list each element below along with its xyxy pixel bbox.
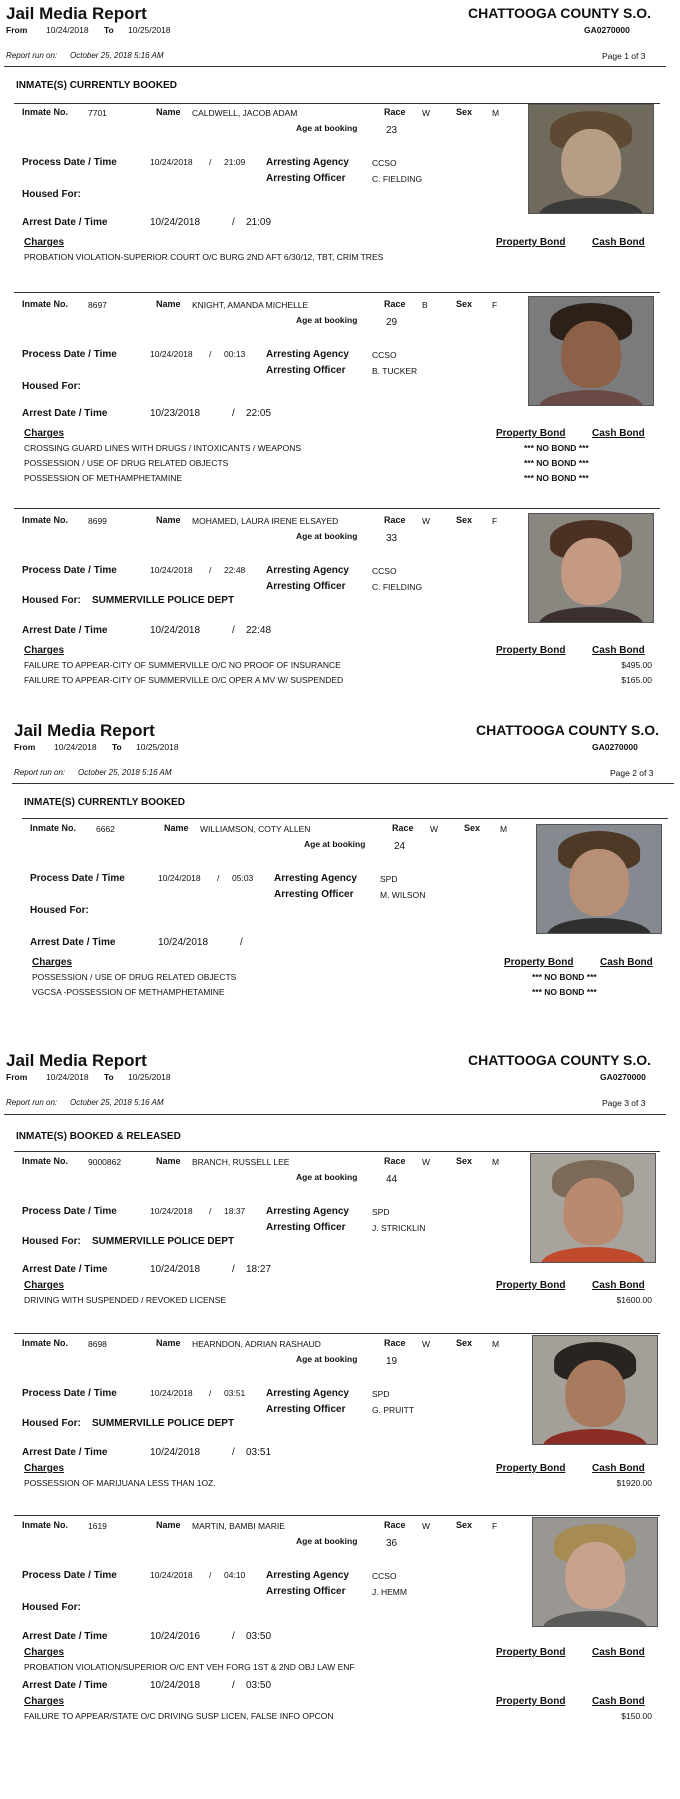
charge-text: PROBATION VIOLATION/SUPERIOR O/C ENT VEH FORG 1ST & 2ND OBJ LAW ENF [24, 1662, 355, 1672]
mugshot-face [561, 321, 621, 388]
race-label: Race [384, 299, 406, 309]
age-value: 33 [386, 533, 398, 544]
race-label: Race [392, 823, 414, 833]
run-date: October 25, 2018 5:16 AM [70, 51, 164, 60]
bond-value: $1600.00 [616, 1295, 652, 1305]
charge-text: CROSSING GUARD LINES WITH DRUGS / INTOXICANTS / WEAPONS [24, 443, 302, 453]
inmate-no-value: 6662 [96, 824, 115, 834]
cash-bond-header: Cash Bond [592, 428, 645, 439]
housed-for-label: Housed For: [30, 905, 89, 916]
race-value: W [422, 108, 431, 118]
arrest-date: 10/23/2018 [150, 408, 201, 419]
age-value: 36 [386, 1538, 398, 1549]
sex-label: Sex [456, 1338, 473, 1348]
process-time: 05:03 [232, 873, 254, 883]
arrest-label: Arrest Date / Time [22, 625, 108, 636]
name-label: Name [156, 1156, 181, 1166]
sex-label: Sex [456, 299, 473, 309]
charges-header: Charges [24, 1280, 65, 1291]
arresting-agency-label: Arresting Agency [266, 1206, 349, 1217]
charges-header: Charges [32, 957, 73, 968]
arrest-time: 03:51 [246, 1447, 272, 1458]
arresting-agency-value: CCSO [372, 350, 397, 360]
property-bond-header: Property Bond [504, 957, 574, 968]
process-date: 10/24/2018 [150, 1206, 193, 1216]
arresting-officer-label: Arresting Officer [266, 581, 346, 592]
section-title: INMATE(S) CURRENTLY BOOKED [24, 797, 185, 808]
age-label: Age at booking [296, 1536, 358, 1546]
race-value: W [430, 824, 439, 834]
process-time: 04:10 [224, 1570, 246, 1580]
arresting-officer-value: J. STRICKLIN [372, 1223, 426, 1233]
bond-value: *** NO BOND *** [524, 443, 589, 453]
arresting-agency-label: Arresting Agency [266, 1388, 349, 1399]
arresting-officer-label: Arresting Officer [266, 173, 346, 184]
slash: / [232, 1631, 235, 1642]
arresting-officer-value: M. WILSON [380, 890, 426, 900]
charge-text: POSSESSION / USE OF DRUG RELATED OBJECTS [32, 972, 237, 982]
arresting-officer-value: G. PRUITT [372, 1405, 415, 1415]
process-label: Process Date / Time [22, 349, 117, 360]
to-date: 10/25/2018 [128, 1072, 171, 1082]
process-time: 03:51 [224, 1388, 246, 1398]
sex-label: Sex [456, 107, 473, 117]
arrest-date: 10/24/2018 [158, 937, 209, 948]
arresting-officer-label: Arresting Officer [266, 1404, 346, 1415]
mugshot-shoulders [543, 1429, 647, 1445]
charge-text: POSSESSION OF MARIJUANA LESS THAN 1OZ. [24, 1478, 216, 1488]
arrest-label: Arrest Date / Time [22, 1264, 108, 1275]
age-value: 29 [386, 317, 398, 328]
county-name: CHATTOOGA COUNTY S.O. [468, 5, 652, 21]
process-time: 18:37 [224, 1206, 246, 1216]
age-label: Age at booking [296, 531, 358, 541]
age-value: 23 [386, 125, 398, 136]
housed-for-label: Housed For: [22, 1236, 81, 1247]
sex-value: M [492, 1339, 500, 1349]
arrest-date: 10/24/2018 [150, 1447, 201, 1458]
run-label: Report run on: [14, 768, 66, 777]
mugshot-photo [528, 296, 654, 406]
inmate-no-value: 1619 [88, 1521, 107, 1531]
from-date: 10/24/2018 [46, 1072, 89, 1082]
process-time: 00:13 [224, 349, 246, 359]
bond-value: $150.00 [621, 1711, 652, 1721]
report-title: Jail Media Report [6, 1051, 147, 1070]
slash: / [232, 217, 235, 228]
property-bond-header: Property Bond [496, 428, 566, 439]
arresting-agency-label: Arresting Agency [274, 873, 357, 884]
race-label: Race [384, 1156, 406, 1166]
housed-for-label: Housed For: [22, 1602, 81, 1613]
header-divider [4, 66, 666, 67]
cash-bond-header: Cash Bond [592, 1696, 645, 1707]
process-time: 22:48 [224, 565, 246, 575]
housed-for-label: Housed For: [22, 595, 81, 606]
run-date: October 25, 2018 5:16 AM [70, 1098, 164, 1107]
mugshot-photo [532, 1335, 658, 1445]
charge-text: PROBATION VIOLATION-SUPERIOR COURT O/C BURG 2ND AFT 6/30/12, TBT, CRIM TRES [24, 252, 384, 262]
mugshot-face [565, 1542, 625, 1609]
charge-text: POSSESSION / USE OF DRUG RELATED OBJECTS [24, 458, 229, 468]
cash-bond-header: Cash Bond [600, 957, 653, 968]
name-label: Name [164, 823, 189, 833]
arrest-time: 21:09 [246, 217, 272, 228]
slash: / [209, 1206, 212, 1216]
inmate-name: CALDWELL, JACOB ADAM [192, 108, 298, 118]
mugshot-shoulders [539, 390, 643, 406]
cash-bond-header: Cash Bond [592, 1463, 645, 1474]
process-label: Process Date / Time [22, 157, 117, 168]
arrest-date: 10/24/2016 [150, 1631, 201, 1642]
property-bond-header: Property Bond [496, 1696, 566, 1707]
mugshot-shoulders [543, 1611, 647, 1627]
slash: / [217, 873, 220, 883]
arrest-label: Arrest Date / Time [22, 408, 108, 419]
mugshot-photo [528, 513, 654, 623]
from-label: From [6, 25, 28, 35]
charge-text: POSSESSION OF METHAMPHETAMINE [24, 473, 183, 483]
inmate-no-value: 9000862 [88, 1157, 122, 1167]
inmate-name: WILLIAMSON, COTY ALLEN [200, 824, 311, 834]
agency-code: GA0270000 [600, 1072, 646, 1082]
arrest-date: 10/24/2018 [150, 625, 201, 636]
name-label: Name [156, 1338, 181, 1348]
race-value: W [422, 1521, 431, 1531]
arrest-time: 22:48 [246, 625, 272, 636]
bond-value: $165.00 [621, 675, 652, 685]
agency-code: GA0270000 [592, 742, 638, 752]
race-value: W [422, 516, 431, 526]
mugshot-photo [536, 824, 662, 934]
sex-label: Sex [456, 515, 473, 525]
run-label: Report run on: [6, 51, 58, 60]
mugshot-shoulders [539, 198, 643, 214]
process-date: 10/24/2018 [150, 1388, 193, 1398]
cash-bond-header: Cash Bond [592, 645, 645, 656]
arresting-agency-value: CCSO [372, 566, 397, 576]
slash: / [209, 1570, 212, 1580]
race-value: W [422, 1157, 431, 1167]
page-number: Page 2 of 3 [610, 768, 654, 778]
age-value: 24 [394, 841, 406, 852]
slash: / [232, 1264, 235, 1275]
cash-bond-header: Cash Bond [592, 1647, 645, 1658]
inmate-name: MOHAMED, LAURA IRENE ELSAYED [192, 516, 339, 526]
to-label: To [104, 25, 114, 35]
arrest-time: 03:50 [246, 1631, 272, 1642]
slash: / [232, 1680, 235, 1691]
cash-bond-header: Cash Bond [592, 237, 645, 248]
sex-label: Sex [464, 823, 481, 833]
race-label: Race [384, 107, 406, 117]
page-number: Page 1 of 3 [602, 51, 646, 61]
race-label: Race [384, 1520, 406, 1530]
inmate-no-value: 8697 [88, 300, 107, 310]
age-label: Age at booking [296, 123, 358, 133]
arrest-label: Arrest Date / Time [22, 1680, 108, 1691]
age-label: Age at booking [296, 1354, 358, 1364]
sex-value: M [500, 824, 508, 834]
sex-value: M [492, 1157, 500, 1167]
slash: / [209, 157, 212, 167]
header-divider [12, 783, 674, 784]
arresting-officer-label: Arresting Officer [266, 1222, 346, 1233]
age-label: Age at booking [296, 1172, 358, 1182]
process-label: Process Date / Time [22, 565, 117, 576]
bond-value: *** NO BOND *** [524, 458, 589, 468]
county-name: CHATTOOGA COUNTY S.O. [468, 1052, 652, 1068]
charges-header: Charges [24, 1463, 65, 1474]
arresting-officer-label: Arresting Officer [266, 1586, 346, 1597]
property-bond-header: Property Bond [496, 645, 566, 656]
process-date: 10/24/2018 [158, 873, 201, 883]
housed-for-value: SUMMERVILLE POLICE DEPT [92, 595, 235, 606]
arresting-agency-label: Arresting Agency [266, 1570, 349, 1581]
housed-for-label: Housed For: [22, 189, 81, 200]
mugshot-shoulders [541, 1247, 645, 1263]
report-title: Jail Media Report [14, 721, 155, 740]
charge-text: FAILURE TO APPEAR-CITY OF SUMMERVILLE O/C NO PROOF OF INSURANCE [24, 660, 341, 670]
arrest-label: Arrest Date / Time [30, 937, 116, 948]
housed-for-value: SUMMERVILLE POLICE DEPT [92, 1418, 235, 1429]
sex-value: F [492, 300, 498, 310]
bond-value: *** NO BOND *** [532, 972, 597, 982]
arrest-date: 10/24/2018 [150, 1264, 201, 1275]
slash: / [209, 565, 212, 575]
arresting-officer-value: C. FIELDING [372, 174, 423, 184]
arresting-officer-value: B. TUCKER [372, 366, 418, 376]
race-value: W [422, 1339, 431, 1349]
slash: / [209, 349, 212, 359]
header-divider [4, 1114, 666, 1115]
sex-value: F [492, 1521, 498, 1531]
arresting-officer-label: Arresting Officer [274, 889, 354, 900]
inmate-divider [22, 818, 668, 819]
mugshot-face [561, 538, 621, 605]
arresting-agency-label: Arresting Agency [266, 349, 349, 360]
name-label: Name [156, 107, 181, 117]
inmate-no-value: 8699 [88, 516, 107, 526]
inmate-no-label: Inmate No. [22, 1520, 69, 1530]
arrest-date: 10/24/2018 [150, 1680, 201, 1691]
from-label: From [14, 742, 36, 752]
age-value: 19 [386, 1356, 398, 1367]
inmate-no-label: Inmate No. [22, 515, 69, 525]
from-date: 10/24/2018 [54, 742, 97, 752]
arrest-time: 22:05 [246, 408, 272, 419]
slash: / [209, 1388, 212, 1398]
process-date: 10/24/2018 [150, 349, 193, 359]
arresting-agency-value: CCSO [372, 158, 397, 168]
age-label: Age at booking [296, 315, 358, 325]
arresting-agency-label: Arresting Agency [266, 565, 349, 576]
mugshot-photo [530, 1153, 656, 1263]
inmate-divider [14, 1151, 660, 1152]
run-date: October 25, 2018 5:16 AM [78, 768, 172, 777]
inmate-no-label: Inmate No. [22, 1156, 69, 1166]
inmate-no-value: 8698 [88, 1339, 107, 1349]
race-label: Race [384, 1338, 406, 1348]
bond-value: *** NO BOND *** [524, 473, 589, 483]
arresting-agency-label: Arresting Agency [266, 157, 349, 168]
from-label: From [6, 1072, 28, 1082]
slash: / [232, 1447, 235, 1458]
sex-value: M [492, 108, 500, 118]
arresting-agency-value: SPD [372, 1389, 390, 1399]
inmate-divider [14, 292, 660, 293]
to-date: 10/25/2018 [128, 25, 171, 35]
page-number: Page 3 of 3 [602, 1098, 646, 1108]
mugshot-face [569, 849, 629, 916]
mugshot-shoulders [547, 918, 651, 934]
arrest-label: Arrest Date / Time [22, 217, 108, 228]
inmate-divider [14, 1515, 660, 1516]
inmate-no-value: 7701 [88, 108, 107, 118]
inmate-name: HEARNDON, ADRIAN RASHAUD [192, 1339, 321, 1349]
inmate-no-label: Inmate No. [30, 823, 77, 833]
mugshot-photo [528, 104, 654, 214]
to-label: To [104, 1072, 114, 1082]
to-label: To [112, 742, 122, 752]
arresting-agency-value: SPD [380, 874, 398, 884]
property-bond-header: Property Bond [496, 1280, 566, 1291]
inmate-name: KNIGHT, AMANDA MICHELLE [192, 300, 309, 310]
name-label: Name [156, 299, 181, 309]
arrest-date: 10/24/2018 [150, 217, 201, 228]
process-date: 10/24/2018 [150, 157, 193, 167]
mugshot-face [565, 1360, 625, 1427]
charge-text: FAILURE TO APPEAR/STATE O/C DRIVING SUSP LICEN, FALSE INFO OPCON [24, 1711, 334, 1721]
slash: / [232, 408, 235, 419]
slash: / [232, 625, 235, 636]
charge-text: VGCSA -POSSESSION OF METHAMPHETAMINE [32, 987, 225, 997]
process-label: Process Date / Time [30, 873, 125, 884]
slash: / [240, 937, 243, 948]
process-label: Process Date / Time [22, 1206, 117, 1217]
sex-value: F [492, 516, 498, 526]
charge-text: FAILURE TO APPEAR-CITY OF SUMMERVILLE O/C OPER A MV W/ SUSPENDED [24, 675, 344, 685]
arrest-label: Arrest Date / Time [22, 1631, 108, 1642]
run-label: Report run on: [6, 1098, 58, 1107]
charges-header: Charges [24, 237, 65, 248]
charges-header: Charges [24, 645, 65, 656]
arresting-officer-value: C. FIELDING [372, 582, 423, 592]
process-date: 10/24/2018 [150, 565, 193, 575]
process-label: Process Date / Time [22, 1388, 117, 1399]
age-value: 44 [386, 1174, 398, 1185]
inmate-divider [14, 1333, 660, 1334]
race-label: Race [384, 515, 406, 525]
mugshot-shoulders [539, 607, 643, 623]
process-date: 10/24/2018 [150, 1570, 193, 1580]
section-title: INMATE(S) BOOKED & RELEASED [16, 1131, 181, 1142]
arresting-officer-value: J. HEMM [372, 1587, 407, 1597]
charges-header: Charges [24, 428, 65, 439]
arresting-agency-value: SPD [372, 1207, 390, 1217]
process-label: Process Date / Time [22, 1570, 117, 1581]
inmate-name: MARTIN, BAMBI MARIE [192, 1521, 285, 1531]
housed-for-label: Housed For: [22, 1418, 81, 1429]
property-bond-header: Property Bond [496, 237, 566, 248]
age-label: Age at booking [304, 839, 366, 849]
arresting-agency-value: CCSO [372, 1571, 397, 1581]
charges-header: Charges [24, 1696, 65, 1707]
sex-label: Sex [456, 1520, 473, 1530]
county-name: CHATTOOGA COUNTY S.O. [476, 722, 660, 738]
arrest-time: 18:27 [246, 1264, 272, 1275]
arrest-label: Arrest Date / Time [22, 1447, 108, 1458]
cash-bond-header: Cash Bond [592, 1280, 645, 1291]
agency-code: GA0270000 [584, 25, 630, 35]
inmate-no-label: Inmate No. [22, 299, 69, 309]
property-bond-header: Property Bond [496, 1463, 566, 1474]
mugshot-face [561, 129, 621, 196]
section-title: INMATE(S) CURRENTLY BOOKED [16, 80, 177, 91]
name-label: Name [156, 1520, 181, 1530]
sex-label: Sex [456, 1156, 473, 1166]
to-date: 10/25/2018 [136, 742, 179, 752]
arresting-officer-label: Arresting Officer [266, 365, 346, 376]
race-value: B [422, 300, 428, 310]
inmate-no-label: Inmate No. [22, 107, 69, 117]
inmate-divider [14, 508, 660, 509]
arrest-time: 03:50 [246, 1680, 272, 1691]
property-bond-header: Property Bond [496, 1647, 566, 1658]
name-label: Name [156, 515, 181, 525]
charge-text: DRIVING WITH SUSPENDED / REVOKED LICENSE [24, 1295, 227, 1305]
inmate-name: BRANCH, RUSSELL LEE [192, 1157, 290, 1167]
mugshot-face [563, 1178, 623, 1245]
housed-for-value: SUMMERVILLE POLICE DEPT [92, 1236, 235, 1247]
mugshot-photo [532, 1517, 658, 1627]
report-title: Jail Media Report [6, 4, 147, 23]
process-time: 21:09 [224, 157, 246, 167]
charges-header: Charges [24, 1647, 65, 1658]
bond-value: $1920.00 [616, 1478, 652, 1488]
housed-for-label: Housed For: [22, 381, 81, 392]
bond-value: $495.00 [621, 660, 652, 670]
inmate-no-label: Inmate No. [22, 1338, 69, 1348]
from-date: 10/24/2018 [46, 25, 89, 35]
bond-value: *** NO BOND *** [532, 987, 597, 997]
